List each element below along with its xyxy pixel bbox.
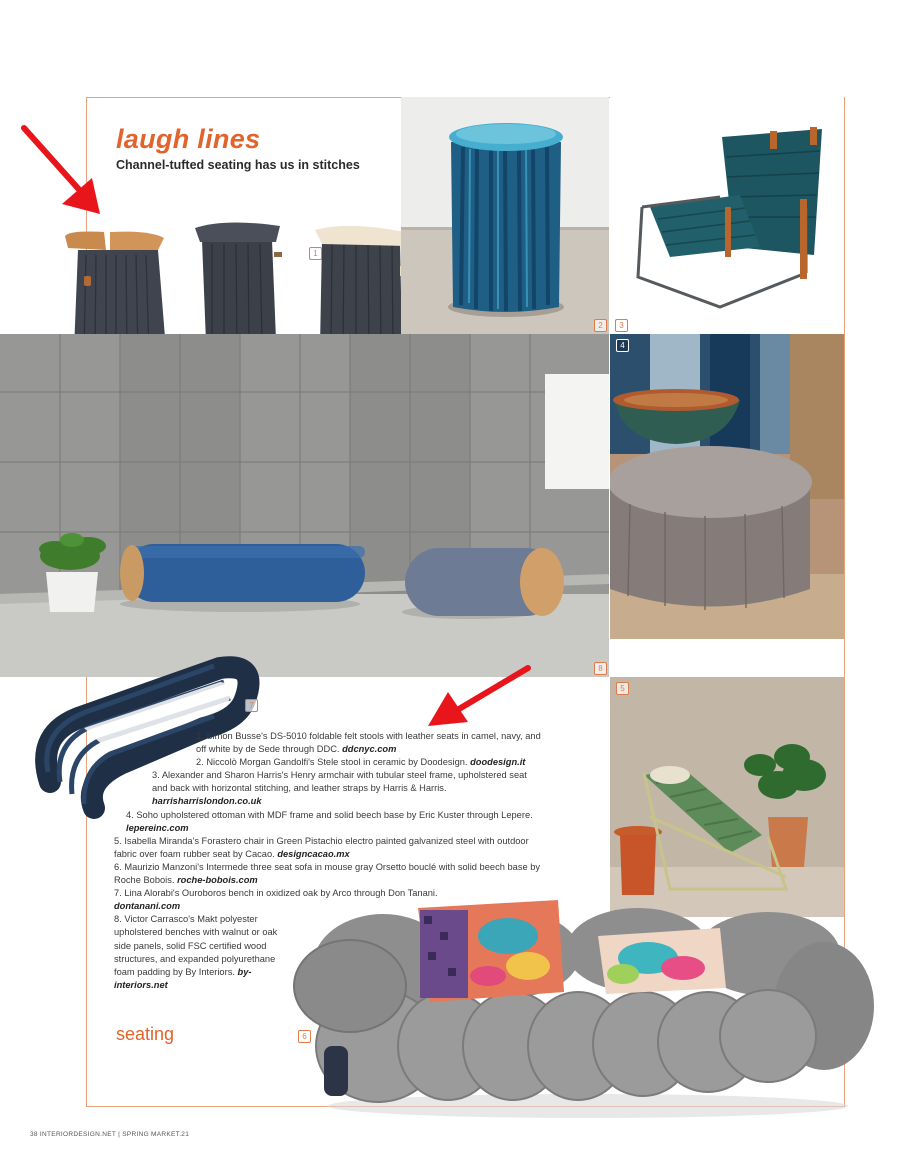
photo-number-6: 6 bbox=[298, 1030, 311, 1043]
red-arrow-icon bbox=[424, 662, 534, 732]
photo-forastero-chair bbox=[610, 677, 844, 917]
caption-item bbox=[114, 835, 544, 861]
photo-stele-stool bbox=[401, 97, 609, 334]
page-footer: 38 INTERIORDESIGN.NET | SPRING MARKET.21 bbox=[30, 1131, 190, 1138]
caption-link[interactable]: ddcnyc.com bbox=[342, 744, 397, 755]
photo-number-1: 1 bbox=[309, 247, 322, 260]
caption-link[interactable]: harrisharrislondon.co.uk bbox=[152, 796, 262, 807]
photo-number-8: 8 bbox=[594, 662, 607, 675]
page-title: laugh lines bbox=[116, 124, 261, 154]
caption-text: 4. Soho upholstered ottoman with MDF frame and solid beech base by Eric Kuster through Lepere. bbox=[126, 809, 533, 820]
photo-number-7: 7 bbox=[245, 699, 258, 712]
photo-soho-ottoman bbox=[610, 334, 844, 639]
caption-item bbox=[114, 756, 544, 769]
caption-link[interactable]: doodesign.it bbox=[470, 757, 526, 768]
caption-link[interactable]: lepereinc.com bbox=[126, 822, 189, 833]
page-subtitle: Channel-tufted seating has us in stitches bbox=[116, 158, 360, 172]
caption-item bbox=[114, 769, 544, 808]
caption-link[interactable]: by-interiors.net bbox=[114, 966, 252, 990]
photo-number-5: 5 bbox=[616, 682, 629, 695]
red-arrow-icon bbox=[18, 122, 108, 220]
caption-text: 1. Simon Busse's DS-5010 foldable felt stools with leather seats in camel, navy, and off white by de Sede through DDC. bbox=[196, 731, 541, 755]
caption-text: 5. Isabella Miranda's Forastero chair in Green Pistachio electro painted galvanized steel with outdoor fabric over foam rubber seat by Cacao. bbox=[114, 835, 529, 859]
caption-item bbox=[114, 913, 286, 992]
caption-text: 2. Niccolò Morgan Gandolfi's Stele stool in ceramic by Doodesign. bbox=[196, 757, 468, 768]
caption-item bbox=[114, 730, 544, 756]
caption-item bbox=[114, 809, 544, 835]
photo-number-3: 3 bbox=[615, 319, 628, 332]
caption-link[interactable]: roche-bobois.com bbox=[177, 875, 258, 886]
caption-text: 3. Alexander and Sharon Harris's Henry armchair with tubular steel frame, upholstered seat and back with horizontal stitching, and leather straps by Harris & Harris. bbox=[152, 770, 527, 794]
caption-text: 7. Lina Alorabi's Ouroboros bench in oxidized oak by Arco through Don Tanani. bbox=[114, 888, 438, 899]
photo-number-4: 4 bbox=[616, 339, 629, 352]
photo-makt-benches bbox=[0, 334, 609, 677]
photo-henry-armchair bbox=[610, 97, 844, 334]
photo-number-2: 2 bbox=[594, 319, 607, 332]
caption-block bbox=[114, 730, 544, 992]
caption-item bbox=[114, 861, 544, 887]
caption-item bbox=[114, 887, 444, 913]
section-label: seating bbox=[116, 1024, 175, 1044]
caption-text: 8. Victor Carrasco's Makt polyester upholstered benches with walnut or oak side panels, solid FSC certified wood structures, and expanded polyurethane foam padding by By Interiors. bbox=[114, 914, 278, 977]
caption-link[interactable]: designcacao.mx bbox=[277, 848, 350, 859]
caption-link[interactable]: dontanani.com bbox=[114, 901, 181, 912]
caption-text: 6. Maurizio Manzoni's Intermede three seat sofa in mouse gray Orsetto bouclé with solid beech base by Roche Bobois. bbox=[114, 861, 541, 886]
